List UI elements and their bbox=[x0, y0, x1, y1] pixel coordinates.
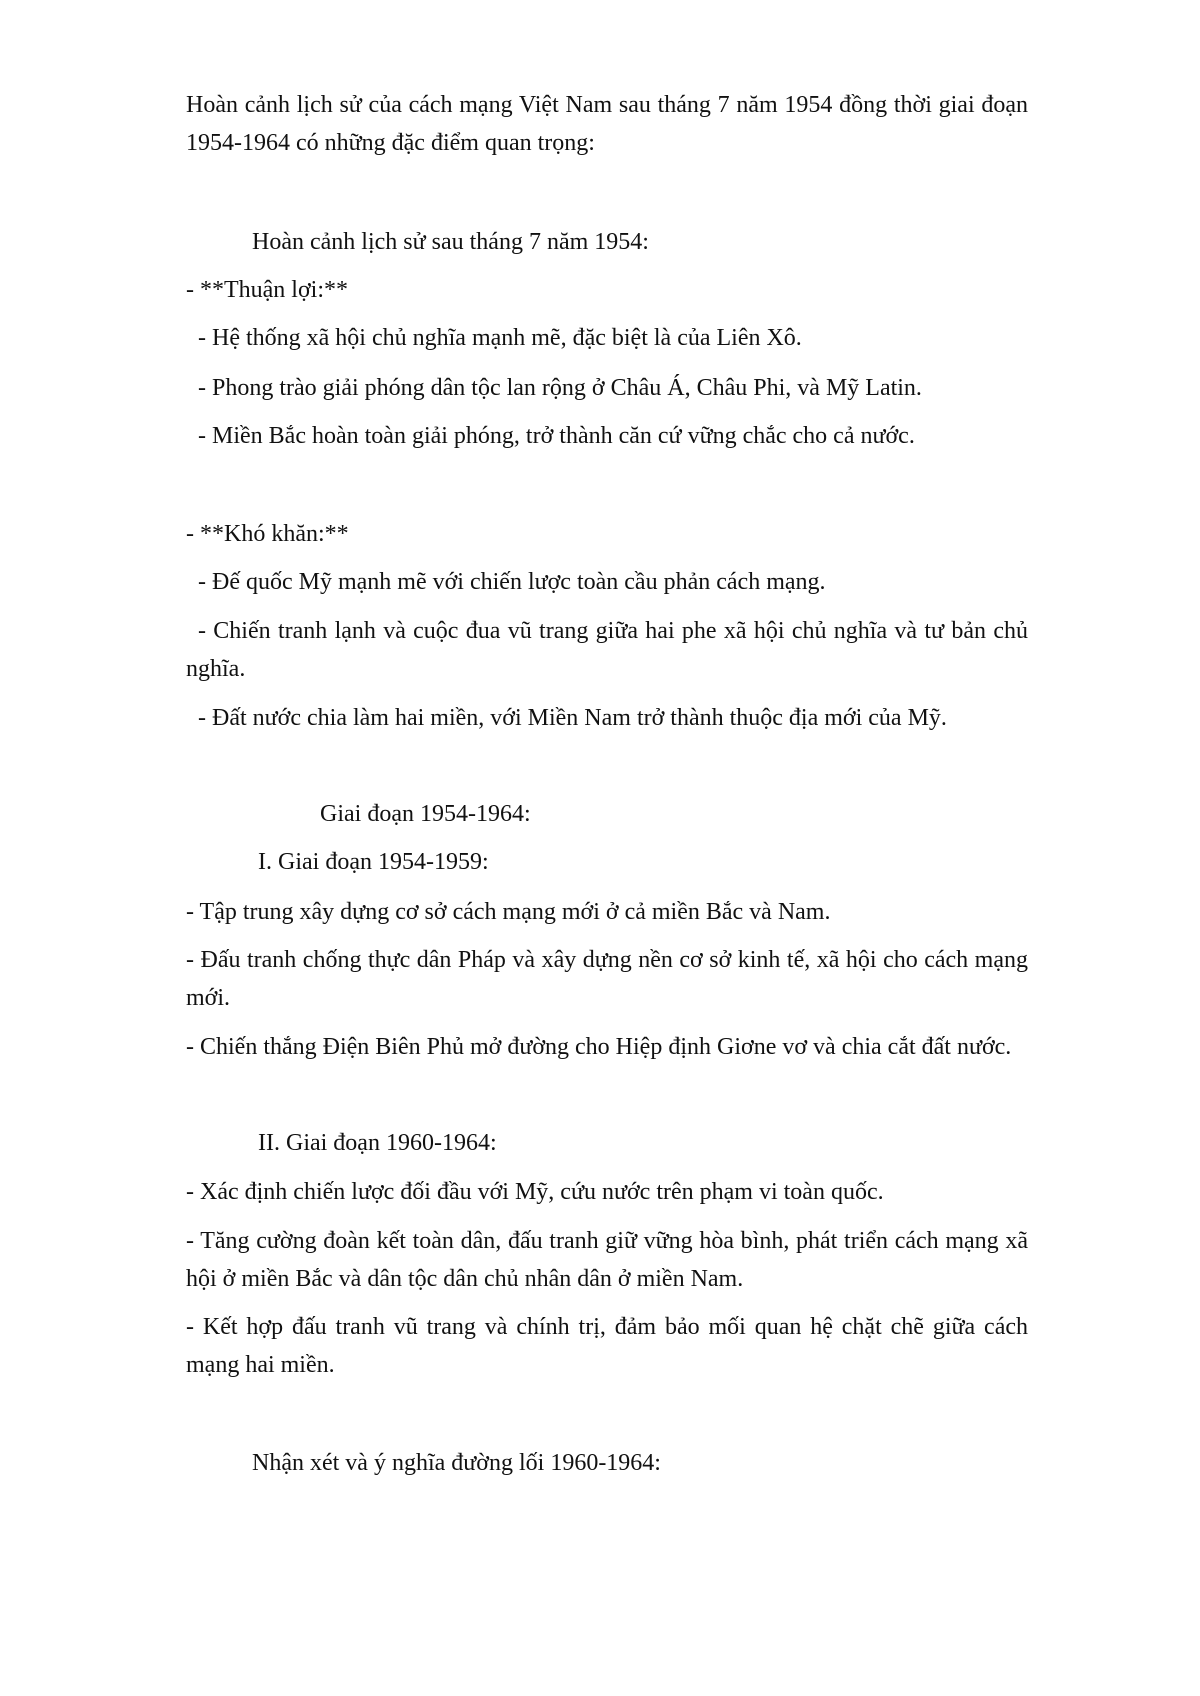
period-2-item-3-line-1: - Kết hợp đấu tranh vũ trang và chính trị, đảm bảo mối quan hệ chặt chẽ giữa cách bbox=[186, 1314, 1028, 1340]
difficulties-label: - **Khó khăn:** bbox=[186, 521, 349, 547]
period-2-heading: II. Giai đoạn 1960-1964: bbox=[258, 1130, 497, 1156]
period-1-item-3: - Chiến thắng Điện Biên Phủ mở đường cho Hiệp định Giơne vơ và chia cắt đất nước. bbox=[186, 1034, 1012, 1060]
period-1-item-2-line-2: mới. bbox=[186, 985, 231, 1011]
period-1-heading: I. Giai đoạn 1954-1959: bbox=[258, 849, 489, 875]
intro-line-1: Hoàn cảnh lịch sử của cách mạng Việt Nam sau tháng 7 năm 1954 đồng thời giai đoạn bbox=[186, 92, 1028, 118]
advantage-item-1: - Hệ thống xã hội chủ nghĩa mạnh mẽ, đặc biệt là của Liên Xô. bbox=[198, 325, 802, 351]
advantages-label: - **Thuận lợi:** bbox=[186, 277, 348, 303]
intro-line-2: 1954-1964 có những đặc điểm quan trọng: bbox=[186, 130, 595, 156]
section-heading-context: Hoàn cảnh lịch sử sau tháng 7 năm 1954: bbox=[252, 229, 649, 255]
period-2-item-2-line-2: hội ở miền Bắc và dân tộc dân chủ nhân dân ở miền Nam. bbox=[186, 1266, 744, 1292]
period-1-item-1: - Tập trung xây dựng cơ sở cách mạng mới ở cả miền Bắc và Nam. bbox=[186, 899, 831, 925]
difficulty-item-2-line-1: - Chiến tranh lạnh và cuộc đua vũ trang giữa hai phe xã hội chủ nghĩa và tư bản chủ bbox=[198, 618, 1028, 644]
difficulty-item-2-line-2: nghĩa. bbox=[186, 656, 246, 682]
advantage-item-2: - Phong trào giải phóng dân tộc lan rộng ở Châu Á, Châu Phi, và Mỹ Latin. bbox=[198, 375, 922, 401]
period-2-item-2-line-1: - Tăng cường đoàn kết toàn dân, đấu tranh giữ vững hòa bình, phát triển cách mạng xã bbox=[186, 1228, 1028, 1254]
difficulty-item-3: - Đất nước chia làm hai miền, với Miền Nam trở thành thuộc địa mới của Mỹ. bbox=[198, 705, 947, 731]
period-1-item-2-line-1: - Đấu tranh chống thực dân Pháp và xây dựng nền cơ sở kinh tế, xã hội cho cách mạng bbox=[186, 947, 1028, 973]
section-heading-assessment: Nhận xét và ý nghĩa đường lối 1960-1964: bbox=[252, 1450, 661, 1476]
period-2-item-3-line-2: mạng hai miền. bbox=[186, 1352, 335, 1378]
section-heading-period: Giai đoạn 1954-1964: bbox=[320, 801, 531, 827]
difficulty-item-1: - Đế quốc Mỹ mạnh mẽ với chiến lược toàn cầu phản cách mạng. bbox=[198, 569, 826, 595]
advantage-item-3: - Miền Bắc hoàn toàn giải phóng, trở thành căn cứ vững chắc cho cả nước. bbox=[198, 423, 915, 449]
period-2-item-1: - Xác định chiến lược đối đầu với Mỹ, cứu nước trên phạm vi toàn quốc. bbox=[186, 1179, 884, 1205]
